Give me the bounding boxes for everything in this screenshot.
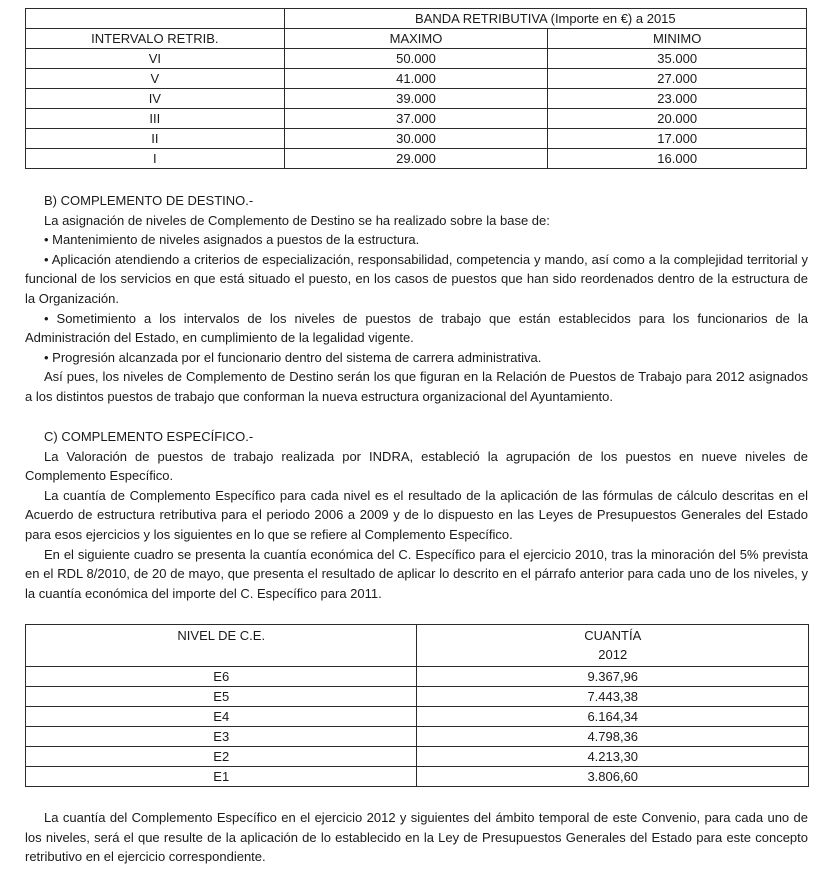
section-heading: B) COMPLEMENTO DE DESTINO.- [44, 193, 254, 208]
max-cell: 50.000 [284, 49, 548, 69]
max-cell: 37.000 [284, 109, 548, 129]
level-cell: E2 [26, 747, 417, 767]
level-cell: E1 [26, 767, 417, 787]
min-cell: 16.000 [548, 149, 807, 169]
empty-header-cell [26, 9, 285, 29]
interval-cell: IV [26, 89, 285, 109]
amount-cell: 9.367,96 [417, 667, 809, 687]
band-group-header: BANDA RETRIBUTIVA (Importe en €) a 2015 [284, 9, 806, 29]
bullet-item: • Mantenimiento de niveles asignados a puestos de la estructura. [44, 232, 420, 248]
table-row [26, 109, 807, 129]
paragraph: La cuantía del Complemento Específico en el ejercicio 2012 y siguientes del ámbito temporal de este Convenio, para cada uno de los niveles, será el que resulte de la aplicación de lo establecido en la Ley de Presupuestos Generales del Estado para este concepto retributivo en el ejercicio correspondiente. [25, 810, 808, 865]
table-header-row [26, 9, 807, 29]
interval-cell: III [26, 109, 285, 129]
table-row [26, 49, 807, 69]
section-complemento-destino [25, 191, 808, 407]
bullet-item: • Aplicación atendiendo a criterios de especialización, responsabilidad, competencia y mando, así como a la complejidad territorial y funcional de los servicios en que está situado el puesto, en los casos de puestos que han sido reordenados dentro de la estructura de la Organización. [25, 251, 808, 306]
table-row [26, 727, 809, 747]
level-column-header [26, 625, 417, 667]
amount-header-label: CUANTÍA [584, 628, 642, 643]
min-cell: 20.000 [548, 109, 807, 129]
section-complemento-especifico [25, 427, 808, 603]
level-cell: E3 [26, 727, 417, 747]
table-row [26, 129, 807, 149]
paragraph: Así pues, los niveles de Complemento de Destino serán los que figuran en la Relación de Puestos de Trabajo para 2012 asignados a los distintos puestos de trabajo que conforman la nueva estructura organizacional del Ayuntamiento. [25, 369, 808, 404]
bullet-item: • Progresión alcanzada por el funcionario dentro del sistema de carrera administrativa. [44, 349, 542, 365]
max-cell: 30.000 [284, 129, 548, 149]
interval-cell: I [26, 149, 285, 169]
section-heading: C) COMPLEMENTO ESPECÍFICO.- [44, 429, 254, 444]
closing-section [25, 808, 808, 867]
amount-cell: 7.443,38 [417, 687, 809, 707]
interval-cell: VI [26, 49, 285, 69]
table-header-row [26, 29, 807, 49]
table-row [26, 687, 809, 707]
table-row [26, 767, 809, 787]
min-cell: 27.000 [548, 69, 807, 89]
level-cell: E4 [26, 707, 417, 727]
amount-column-header [417, 625, 809, 667]
max-cell: 29.000 [284, 149, 548, 169]
complemento-especifico-table [25, 624, 809, 787]
table-row [26, 707, 809, 727]
amount-cell: 4.213,30 [417, 747, 809, 767]
interval-column-header: INTERVALO RETRIB. [26, 29, 285, 49]
paragraph: En el siguiente cuadro se presenta la cuantía económica del C. Específico para el ejercicio 2010, tras la minoración del 5% prevista en el RDL 8/2010, de 20 de mayo, que presenta el resultado de aplicar lo descrito en el párrafo anterior para cada uno de los niveles, y la cuantía económica del importe del C. Específico para 2011. [25, 546, 808, 601]
interval-cell: V [26, 69, 285, 89]
interval-cell: II [26, 129, 285, 149]
table-row [26, 747, 809, 767]
max-cell: 41.000 [284, 69, 548, 89]
year-header-label: 2012 [598, 647, 628, 662]
amount-cell: 4.798,36 [417, 727, 809, 747]
salary-band-table [25, 8, 807, 169]
paragraph: La asignación de niveles de Complemento de Destino se ha realizado sobre la base de: [44, 212, 550, 228]
amount-cell: 6.164,34 [417, 707, 809, 727]
table-row [26, 149, 807, 169]
table-row [26, 667, 809, 687]
level-cell: E5 [26, 687, 417, 707]
table-header-row [26, 625, 809, 667]
bullet-item: • Sometimiento a los intervalos de los niveles de puestos de trabajo que están establecidos para los funcionarios de la Administración del Estado, en cumplimiento de la legalidad vigente. [25, 310, 808, 346]
paragraph: La cuantía de Complemento Específico para cada nivel es el resultado de la aplicación de las fórmulas de cálculo descritas en el Acuerdo de estructura retributiva para el periodo 2006 a 2009 y de lo dispuesto en las Leyes de Presupuestos Generales del Estado para esos ejercicios y los siguientes en lo que se refiere al Complemento Específico. [25, 487, 808, 542]
min-column-header: MINIMO [548, 29, 807, 49]
level-header-label: NIVEL DE C.E. [177, 628, 266, 643]
level-cell: E6 [26, 667, 417, 687]
min-cell: 35.000 [548, 49, 807, 69]
table-row [26, 89, 807, 109]
max-column-header: MAXIMO [284, 29, 548, 49]
min-cell: 23.000 [548, 89, 807, 109]
min-cell: 17.000 [548, 129, 807, 149]
max-cell: 39.000 [284, 89, 548, 109]
amount-cell: 3.806,60 [417, 767, 809, 787]
paragraph: La Valoración de puestos de trabajo realizada por INDRA, estableció la agrupación de los puestos en nueve niveles de Complemento Específico. [25, 448, 808, 484]
table-row [26, 69, 807, 89]
